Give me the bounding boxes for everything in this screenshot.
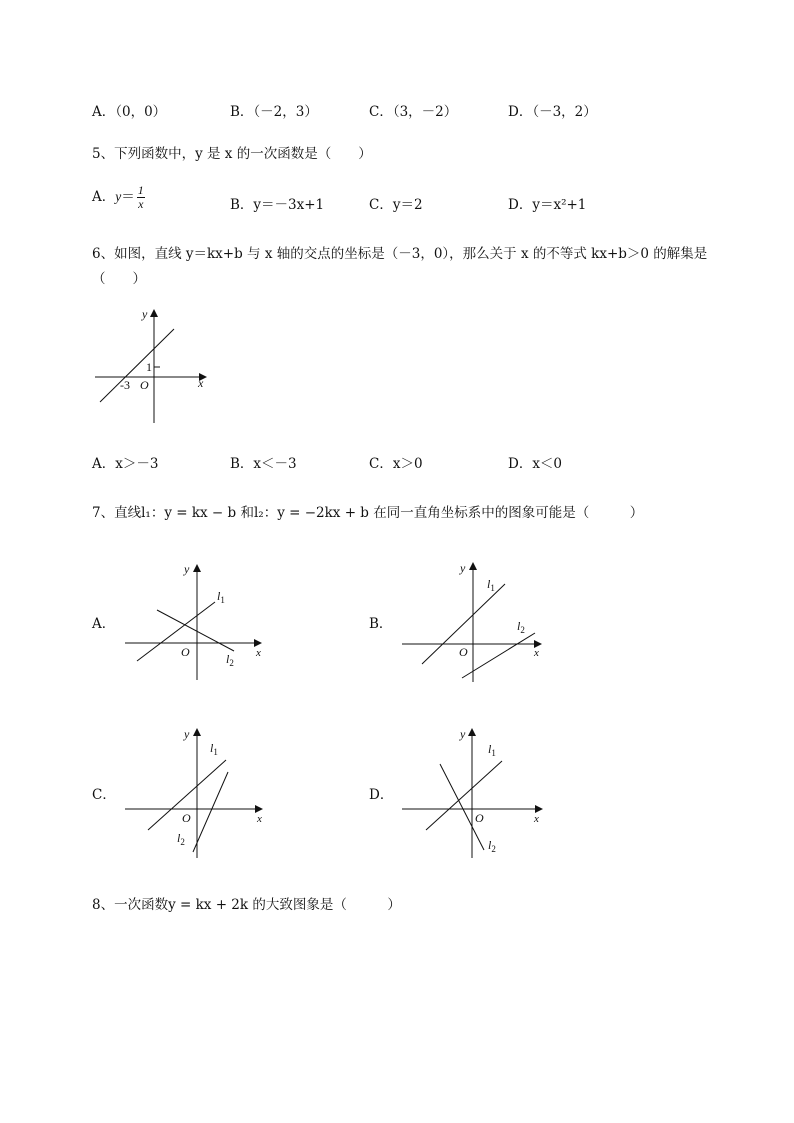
- q6-stem-continuation: （ ）: [92, 271, 146, 287]
- q4-option-c: C．（3，－2）: [369, 104, 458, 120]
- x-axis-label: x: [257, 813, 262, 825]
- q5-option-c: C．y＝2: [369, 197, 423, 213]
- q4-option-a: A．（0，0）: [92, 104, 167, 120]
- q7-option-d-label: D．: [369, 787, 394, 803]
- x-axis-label: x: [198, 376, 204, 390]
- line-y-kx-b: [100, 329, 174, 402]
- origin-label: O: [459, 645, 468, 659]
- l2-label: $l_2$: [226, 652, 234, 668]
- y-axis-label: y: [184, 562, 190, 576]
- q7-figure-c: [120, 726, 270, 861]
- l2-label: $l_2$: [177, 831, 185, 847]
- q6-figure: [90, 305, 220, 430]
- y-axis-label: y: [184, 727, 190, 741]
- q4-option-b: B．（－2，3）: [230, 104, 318, 120]
- q7-stem: 7、直线l₁：y = kx − b 和l₂：y = −2kx + b 在同一直角坐标系中的图象可能是（ ）: [92, 505, 644, 521]
- line-l1: [426, 761, 502, 830]
- l2-label: $l_2$: [488, 838, 496, 854]
- origin-label: O: [475, 811, 484, 825]
- origin-label: O: [181, 645, 190, 659]
- l1-label: $l_1$: [217, 589, 225, 605]
- q5-a-denominator: x: [138, 197, 144, 211]
- q6-option-c: C．x＞0: [369, 456, 423, 472]
- q7-figure-b: [398, 560, 548, 685]
- tick-one-label: 1: [146, 360, 152, 374]
- q5-a-numerator: 1: [137, 183, 144, 197]
- origin-label: O: [182, 811, 191, 825]
- q5-stem: 5、下列函数中，y 是 x 的一次函数是（ ）: [92, 146, 372, 162]
- l1-label: $l_1$: [487, 577, 495, 593]
- y-axis-label: y: [460, 561, 466, 575]
- x-axis-label: x: [534, 647, 539, 659]
- q6-option-a: A．x＞－3: [92, 456, 159, 472]
- q5-option-b: B．y＝－3x+1: [230, 197, 325, 213]
- q4-option-d: D．（－3，2）: [508, 104, 597, 120]
- l1-label: $l_1$: [488, 742, 496, 758]
- q7-figure-a: [120, 560, 270, 685]
- q6-option-b: B．x＜－3: [230, 456, 297, 472]
- q7-option-c-label: C．: [92, 787, 116, 803]
- q7-figure-d: [398, 726, 548, 861]
- l1-label: $l_1$: [210, 741, 218, 757]
- q7-option-a-label: A．: [92, 616, 116, 632]
- tick-neg3-label: -3: [120, 378, 130, 392]
- q5-option-a: A．y＝ $\frac{1}{x}$: [92, 183, 144, 211]
- x-axis-label: x: [256, 647, 261, 659]
- x-axis-label: x: [534, 813, 539, 825]
- line-l2: [440, 764, 484, 850]
- y-axis-label: y: [142, 307, 148, 321]
- q6-stem: 6、如图，直线 y＝kx+b 与 x 轴的交点的坐标是（－3，0），那么关于 x 的不等式 kx+b＞0 的解集是: [92, 246, 708, 262]
- l2-label: $l_2$: [517, 619, 525, 635]
- line-l1: [137, 602, 215, 661]
- q6-option-d: D．x＜0: [508, 456, 563, 472]
- line-l2: [193, 772, 228, 852]
- q8-stem: 8、一次函数y = kx + 2k 的大致图象是（ ）: [92, 897, 401, 913]
- y-axis-label: y: [460, 727, 466, 741]
- origin-label: O: [140, 378, 149, 392]
- q7-option-b-label: B．: [369, 616, 393, 632]
- q5-option-d: D．y＝x²+1: [508, 197, 587, 213]
